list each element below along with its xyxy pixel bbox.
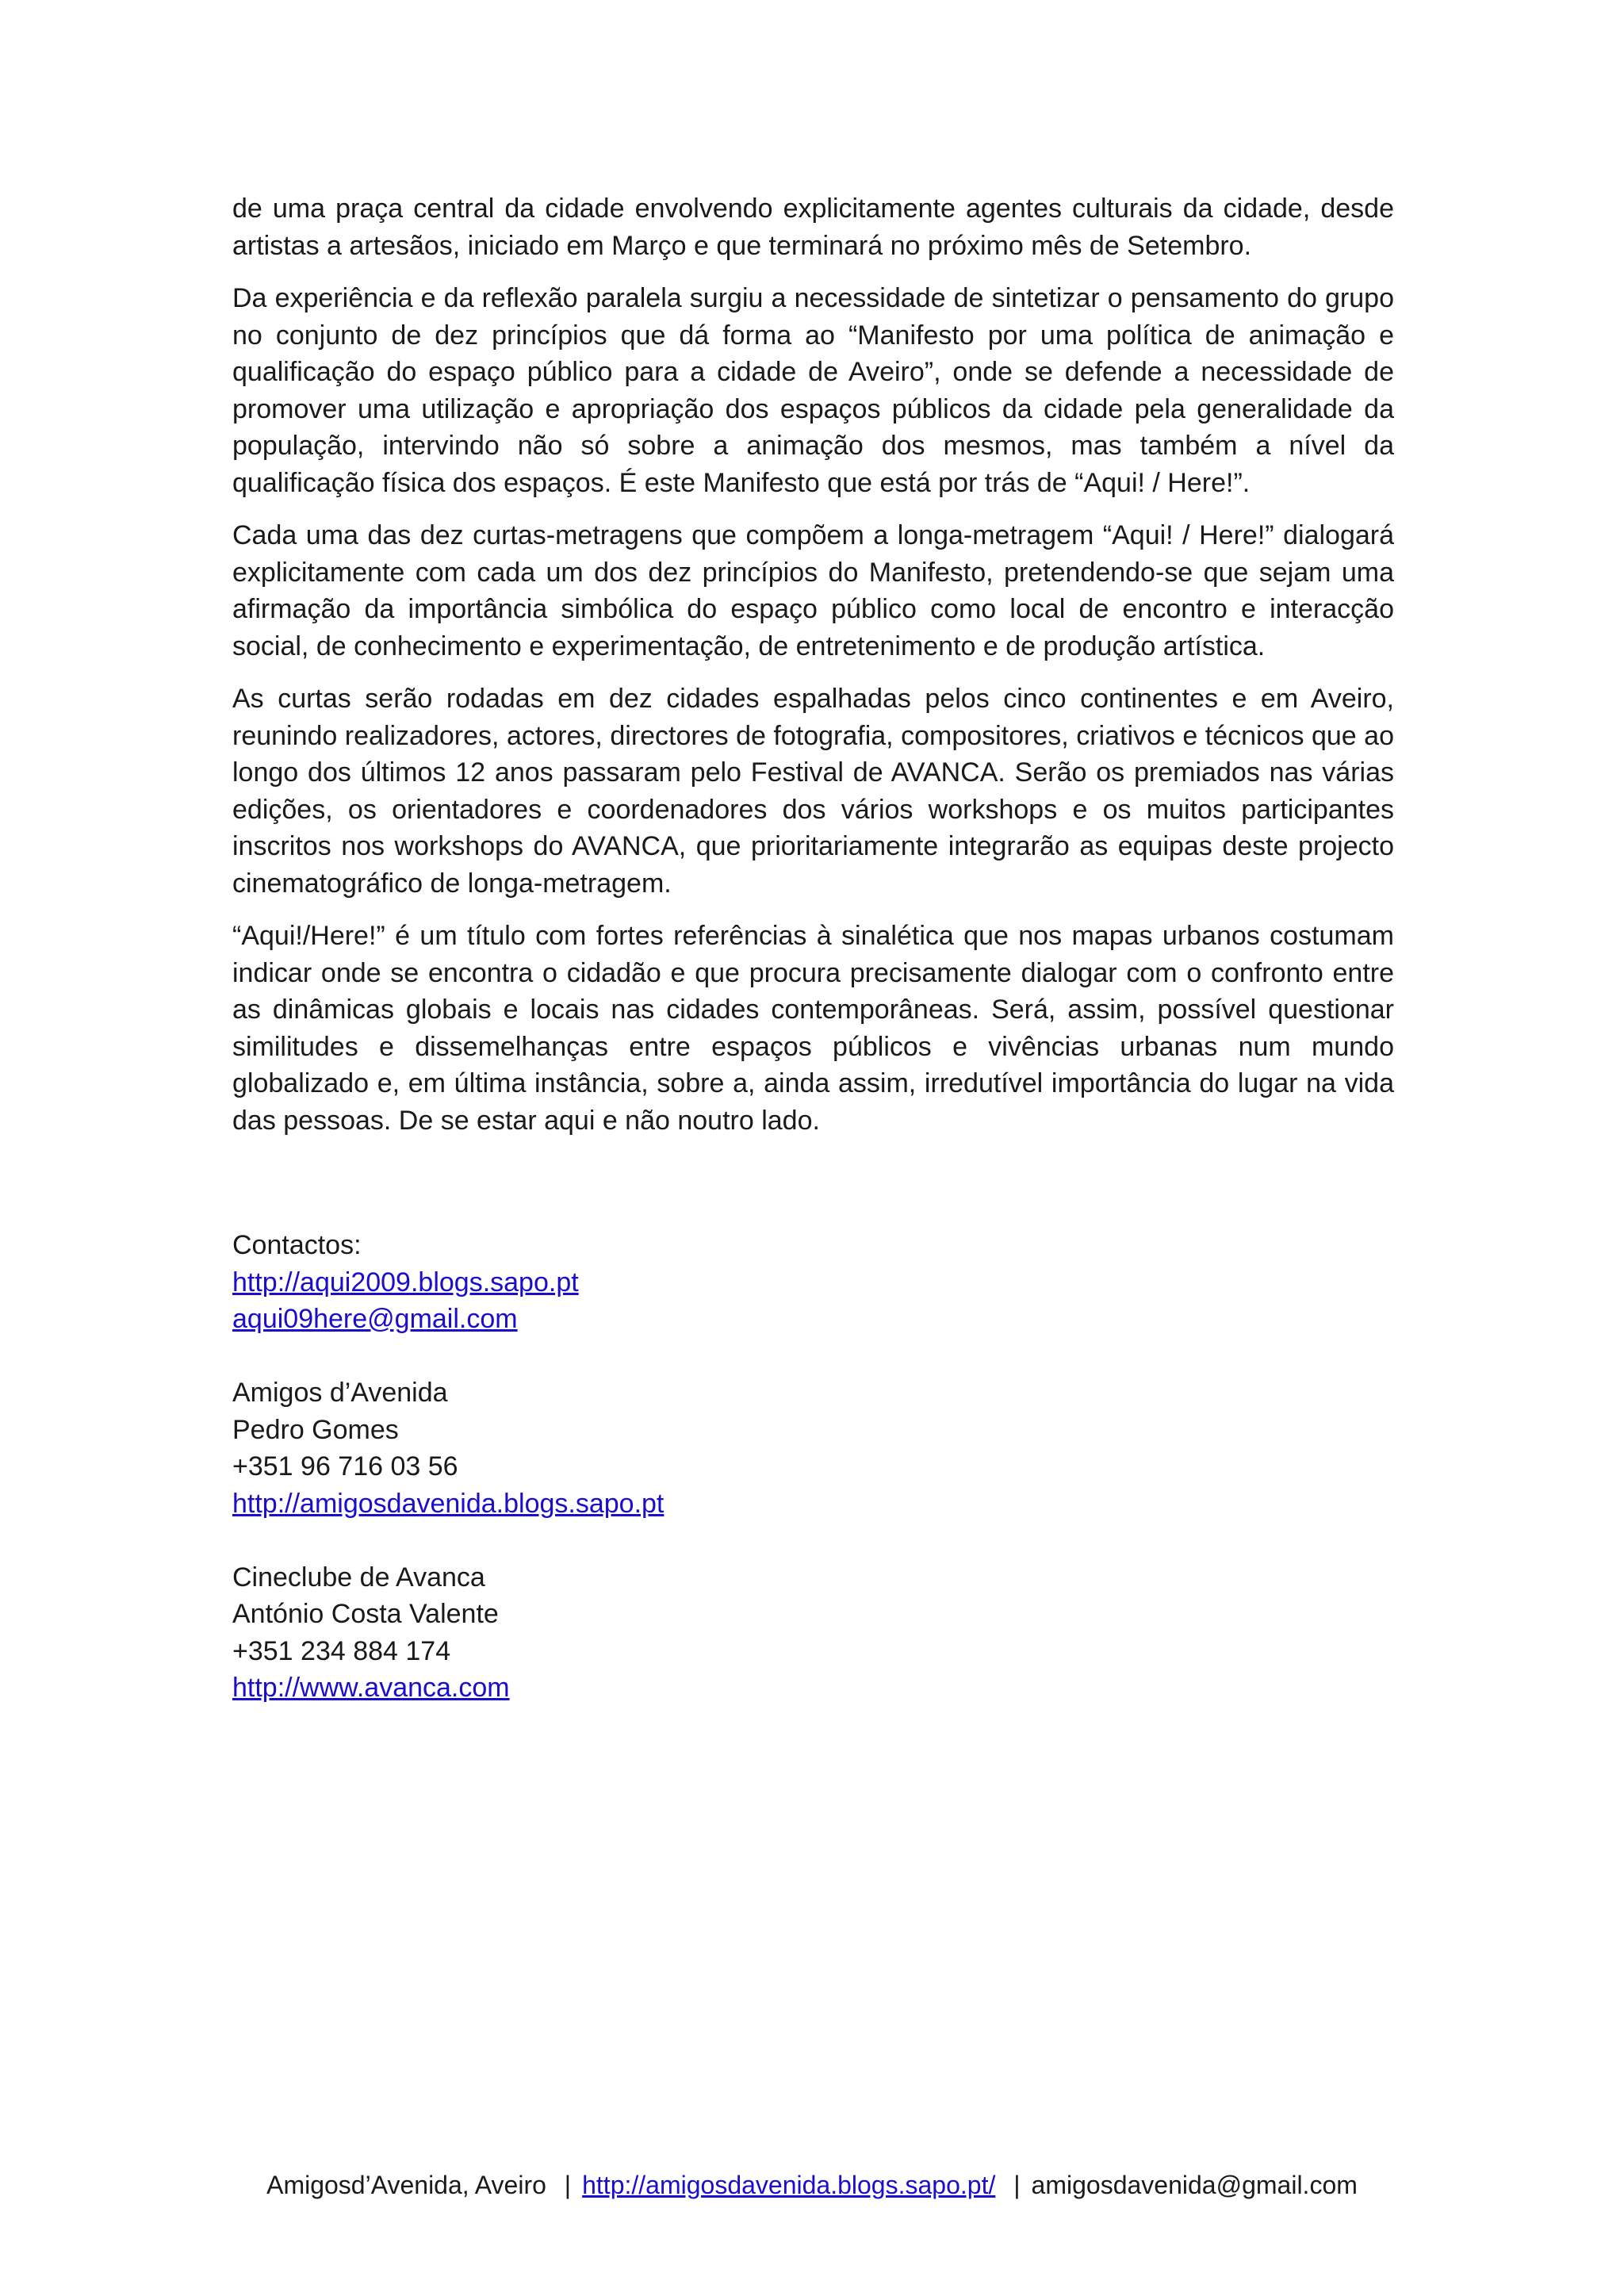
spacer <box>232 1338 1184 1375</box>
body-text <box>232 190 1394 1139</box>
avanca-website-link[interactable]: http://www.avanca.com <box>232 1673 510 1703</box>
footer-website-link[interactable]: http://amigosdavenida.blogs.sapo.pt/ <box>582 2171 996 2199</box>
footer-email: amigosdavenida@gmail.com <box>1031 2171 1358 2199</box>
contact-person-cineclube: António Costa Valente <box>232 1599 499 1629</box>
footer-separator: | <box>564 2171 572 2199</box>
amigos-website-link[interactable]: http://amigosdavenida.blogs.sapo.pt <box>232 1488 665 1519</box>
paragraph-4: As curtas serão rodadas em dez cidades espalhadas pelos cinco continentes e em Aveiro, reunindo realizadores, actores, directores de fotografia, compositores, criativos e técnicos que ao longo dos últimos 12 anos passaram pelo Festival de AVANCA. Serão os premiados nas várias edições, os orientadores e coordenadores dos vários workshops e os muitos participantes inscritos nos workshops do AVANCA, que prioritariamente integrarão as equipas deste projecto cinematográfico de longa-metragem. <box>232 684 1394 899</box>
paragraph-3: Cada uma das dez curtas-metragens que compõem a longa-metragem “Aqui! / Here!” dialogará explicitamente com cada um dos dez princípios do Manifesto, pretendendo-se que sejam uma afirmação da importância simbólica do espaço público como local de encontro e interacção social, de conhecimento e experimentação, de entretenimento e de produção artística. <box>232 520 1394 661</box>
phone-cineclube: +351 234 884 174 <box>232 1635 451 1666</box>
org-name-cineclube: Cineclube de Avanca <box>232 1562 485 1593</box>
org-name-amigos: Amigos d’Avenida <box>232 1378 448 1408</box>
spacer <box>232 1522 1184 1559</box>
paragraph-1: de uma praça central da cidade envolvendo explicitamente agentes culturais da cidade, desde artistas a artesãos, iniciado em Março e que terminará no próximo mês de Setembro. <box>232 194 1394 261</box>
paragraph-5: “Aqui!/Here!” é um título com fortes referências à sinalética que nos mapas urbanos costumam indicar onde se encontra o cidadão e que procura precisamente dialogar com o confronto entre as dinâmicas globais e locais nas cidades contemporâneas. Será, assim, possível questionar similitudes e dissemelhanças entre espaços públicos e vivências urbanas num mundo globalizado e, em última instância, sobre a, ainda assim, irredutível importância do lugar na vida das pessoas. De se estar aqui e não noutro lado. <box>232 921 1394 1136</box>
page-footer <box>0 2169 1624 2201</box>
footer-separator: | <box>1013 2171 1021 2199</box>
blog-link[interactable]: http://aqui2009.blogs.sapo.pt <box>232 1267 579 1297</box>
contacts-section <box>232 1227 1184 1707</box>
contact-person-amigos: Pedro Gomes <box>232 1414 399 1445</box>
paragraph-2: Da experiência e da reflexão paralela surgiu a necessidade de sintetizar o pensamento do grupo no conjunto de dez princípios que dá forma ao “Manifesto por uma política de animação e qualificação do espaço público para a cidade de Aveiro”, onde se defende a necessidade de promover uma utilização e apropriação dos espaços públicos da cidade pela generalidade da população, intervindo não só sobre a animação dos mesmos, mas também a nível da qualificação física dos espaços. É este Manifesto que está por trás de “Aqui! / Here!”. <box>232 283 1394 498</box>
contacts-heading: Contactos: <box>232 1230 362 1260</box>
phone-amigos: +351 96 716 03 56 <box>232 1451 458 1481</box>
footer-org: Amigosd’Avenida, Aveiro <box>266 2171 546 2199</box>
email-link[interactable]: aqui09here@gmail.com <box>232 1304 518 1334</box>
